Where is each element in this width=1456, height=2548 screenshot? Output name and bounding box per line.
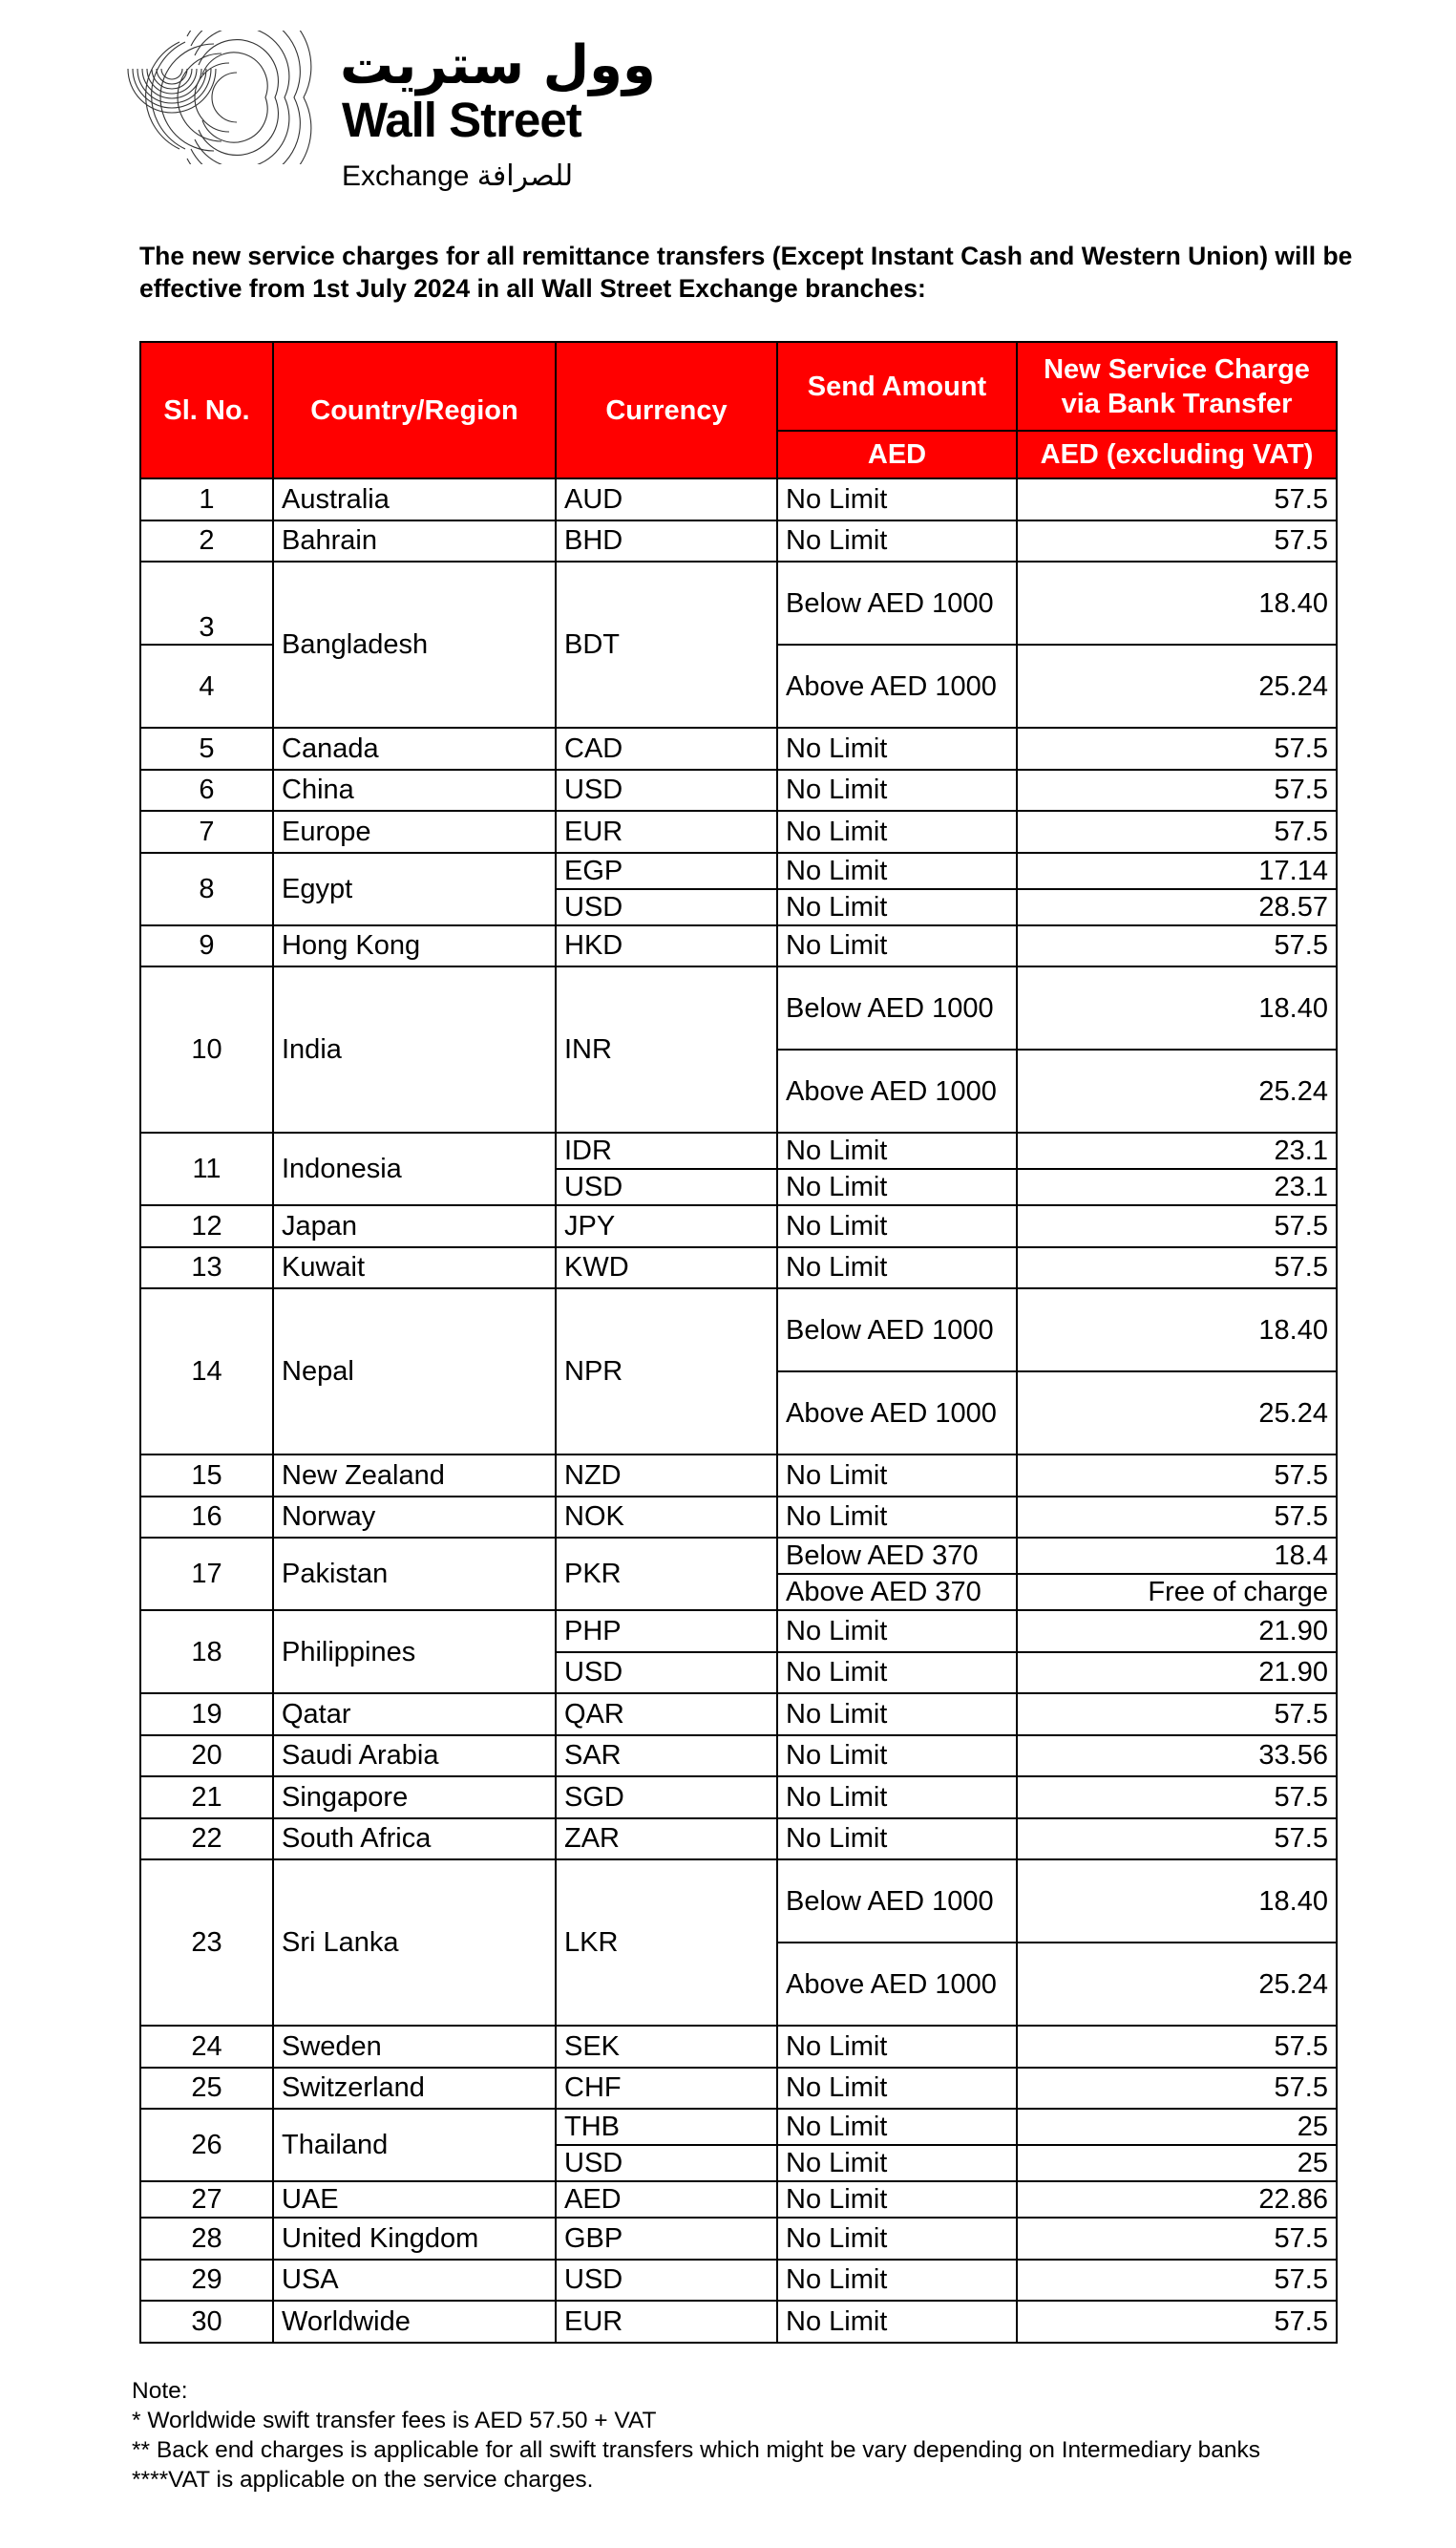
fee-cell: 21.90: [1017, 1652, 1337, 1694]
amount-cell: No Limit: [777, 1205, 1017, 1247]
fee-cell: 57.5: [1017, 2068, 1337, 2110]
currency-cell: USD: [556, 2145, 777, 2181]
fee-cell: 57.5: [1017, 811, 1337, 853]
amount-cell: Above AED 370: [777, 1574, 1017, 1610]
table-row: [140, 1859, 1337, 1943]
fee-cell: 57.5: [1017, 2218, 1337, 2260]
amount-cell: No Limit: [777, 1735, 1017, 1777]
country-cell: UAE: [273, 2181, 556, 2218]
table-row: [140, 2218, 1337, 2260]
fee-cell: 18.4: [1017, 1538, 1337, 1574]
table-row: [140, 2026, 1337, 2068]
currency-cell: USD: [556, 770, 777, 812]
fee-cell: 57.5: [1017, 478, 1337, 520]
table-row: [140, 1610, 1337, 1652]
fee-cell: 57.5: [1017, 1497, 1337, 1539]
fee-cell: 57.5: [1017, 1247, 1337, 1289]
currency-cell: SEK: [556, 2026, 777, 2068]
country-cell: Thailand: [273, 2109, 556, 2181]
currency-cell: LKR: [556, 1859, 777, 2026]
sl-cell: 19: [140, 1693, 273, 1735]
fee-cell: 21.90: [1017, 1610, 1337, 1652]
country-cell: Saudi Arabia: [273, 1735, 556, 1777]
table-row: [140, 966, 1337, 1050]
sl-cell: 1: [140, 478, 273, 520]
header-send-amount-unit: AED: [777, 431, 1017, 478]
fee-cell: 57.5: [1017, 1454, 1337, 1497]
note-item: ****VAT is applicable on the service charges.: [132, 2467, 594, 2493]
fee-cell: 18.40: [1017, 966, 1337, 1050]
note-item: * Worldwide swift transfer fees is AED 57.50 + VAT: [132, 2408, 657, 2433]
table-row: [140, 1205, 1337, 1247]
country-cell: Indonesia: [273, 1133, 556, 1205]
sl-cell: 6: [140, 770, 273, 812]
currency-cell: USD: [556, 1169, 777, 1205]
amount-cell: No Limit: [777, 2181, 1017, 2218]
amount-cell: No Limit: [777, 853, 1017, 889]
country-cell: Hong Kong: [273, 925, 556, 967]
fee-cell: 25: [1017, 2109, 1337, 2145]
amount-cell: Below AED 1000: [777, 1859, 1017, 1943]
table-row: [140, 811, 1337, 853]
table-row: [140, 2068, 1337, 2110]
sl-cell: 25: [140, 2068, 273, 2110]
header-country: Country/Region: [273, 342, 556, 478]
table-row: [140, 520, 1337, 563]
amount-cell: Above AED 1000: [777, 645, 1017, 728]
sl-cell: 23: [140, 1859, 273, 2026]
currency-cell: SGD: [556, 1776, 777, 1818]
country-cell: Philippines: [273, 1610, 556, 1693]
sl-cell: 17: [140, 1538, 273, 1610]
brand-sub-arabic: للصرافة: [476, 160, 574, 192]
sl-cell: 9: [140, 925, 273, 967]
amount-cell: Above AED 1000: [777, 1371, 1017, 1454]
country-cell: Kuwait: [273, 1247, 556, 1289]
amount-cell: No Limit: [777, 2068, 1017, 2110]
fee-cell: 57.5: [1017, 2260, 1337, 2302]
currency-cell: AED: [556, 2181, 777, 2218]
amount-cell: Above AED 1000: [777, 1943, 1017, 2026]
sl-cell: 24: [140, 2026, 273, 2068]
table-row: [140, 925, 1337, 967]
sl-cell: 8: [140, 853, 273, 925]
country-cell: Europe: [273, 811, 556, 853]
notes-heading: Note:: [132, 2378, 188, 2404]
table-row: [140, 728, 1337, 770]
country-cell: Egypt: [273, 853, 556, 925]
fee-cell: 23.1: [1017, 1169, 1337, 1205]
fee-cell: 25: [1017, 2145, 1337, 2181]
amount-cell: No Limit: [777, 2218, 1017, 2260]
sl-cell: 18: [140, 1610, 273, 1693]
sl-cell: 13: [140, 1247, 273, 1289]
sl-cell: 3: [140, 562, 273, 645]
sl-cell: 21: [140, 1776, 273, 1818]
currency-cell: AUD: [556, 478, 777, 520]
country-cell: Sweden: [273, 2026, 556, 2068]
currency-cell: PHP: [556, 1610, 777, 1652]
table-row: [140, 1497, 1337, 1539]
currency-cell: THB: [556, 2109, 777, 2145]
country-cell: United Kingdom: [273, 2218, 556, 2260]
sl-cell: 11: [140, 1133, 273, 1205]
sl-cell: 20: [140, 1735, 273, 1777]
sl-cell: 14: [140, 1288, 273, 1454]
fee-cell: 25.24: [1017, 1050, 1337, 1133]
currency-cell: BHD: [556, 520, 777, 563]
country-cell: New Zealand: [273, 1454, 556, 1497]
table-row: [140, 1133, 1337, 1169]
table-row: [140, 2301, 1337, 2343]
amount-cell: Below AED 1000: [777, 562, 1017, 645]
amount-cell: No Limit: [777, 728, 1017, 770]
country-cell: Nepal: [273, 1288, 556, 1454]
fee-cell: 57.5: [1017, 2026, 1337, 2068]
currency-cell: IDR: [556, 1133, 777, 1169]
currency-cell: USD: [556, 889, 777, 925]
currency-cell: HKD: [556, 925, 777, 967]
currency-cell: ZAR: [556, 1818, 777, 1860]
sl-cell: 5: [140, 728, 273, 770]
fee-cell: 18.40: [1017, 1288, 1337, 1371]
country-cell: Australia: [273, 478, 556, 520]
currency-cell: BDT: [556, 562, 777, 728]
amount-cell: Below AED 1000: [777, 966, 1017, 1050]
country-cell: Pakistan: [273, 1538, 556, 1610]
currency-cell: CAD: [556, 728, 777, 770]
fee-cell: 57.5: [1017, 2301, 1337, 2343]
header-sl-no: Sl. No.: [140, 342, 273, 478]
country-cell: Switzerland: [273, 2068, 556, 2110]
amount-cell: No Limit: [777, 2026, 1017, 2068]
header-service-charge: New Service Charge via Bank Transfer: [1017, 342, 1337, 431]
currency-cell: EGP: [556, 853, 777, 889]
intro-text: The new service charges for all remittance transfers (Except Instant Cash and Western Union) will be effective from 1st July 2024 in all Wall Street Exchange branches:: [139, 242, 1353, 303]
amount-cell: No Limit: [777, 1133, 1017, 1169]
table-row: [140, 1735, 1337, 1777]
country-cell: Canada: [273, 728, 556, 770]
amount-cell: No Limit: [777, 925, 1017, 967]
currency-cell: JPY: [556, 1205, 777, 1247]
notes-section: [132, 2376, 1260, 2495]
amount-cell: No Limit: [777, 1693, 1017, 1735]
amount-cell: Below AED 1000: [777, 1288, 1017, 1371]
amount-cell: No Limit: [777, 1610, 1017, 1652]
country-cell: Japan: [273, 1205, 556, 1247]
amount-cell: No Limit: [777, 1776, 1017, 1818]
country-cell: Qatar: [273, 1693, 556, 1735]
amount-cell: No Limit: [777, 1454, 1017, 1497]
country-cell: South Africa: [273, 1818, 556, 1860]
sl-cell: 12: [140, 1205, 273, 1247]
currency-cell: USD: [556, 1652, 777, 1694]
fee-cell: 57.5: [1017, 770, 1337, 812]
currency-cell: NPR: [556, 1288, 777, 1454]
amount-cell: No Limit: [777, 1497, 1017, 1539]
table-row: [140, 1288, 1337, 1371]
header-send-amount: Send Amount: [777, 342, 1017, 431]
amount-cell: No Limit: [777, 1818, 1017, 1860]
sl-cell: 30: [140, 2301, 273, 2343]
currency-cell: USD: [556, 2260, 777, 2302]
table-row: [140, 1693, 1337, 1735]
fee-cell: Free of charge: [1017, 1574, 1337, 1610]
sl-cell: 28: [140, 2218, 273, 2260]
header-currency: Currency: [556, 342, 777, 478]
brand-subtitle: [342, 159, 573, 193]
table-row: [140, 562, 1337, 645]
country-cell: India: [273, 966, 556, 1133]
amount-cell: No Limit: [777, 2109, 1017, 2145]
sl-cell: 29: [140, 2260, 273, 2302]
sl-cell: 2: [140, 520, 273, 563]
fee-cell: 18.40: [1017, 1859, 1337, 1943]
amount-cell: Below AED 370: [777, 1538, 1017, 1574]
currency-cell: PKR: [556, 1538, 777, 1610]
currency-cell: NZD: [556, 1454, 777, 1497]
fee-cell: 57.5: [1017, 1693, 1337, 1735]
table-row: [140, 853, 1337, 889]
amount-cell: No Limit: [777, 2260, 1017, 2302]
table-row: [140, 770, 1337, 812]
amount-cell: No Limit: [777, 1169, 1017, 1205]
fee-cell: 57.5: [1017, 925, 1337, 967]
fee-cell: 25.24: [1017, 1943, 1337, 2026]
currency-cell: KWD: [556, 1247, 777, 1289]
country-cell: Norway: [273, 1497, 556, 1539]
note-item: ** Back end charges is applicable for all swift transfers which might be vary depending on Intermediary banks: [132, 2437, 1261, 2463]
sl-cell: 22: [140, 1818, 273, 1860]
amount-cell: No Limit: [777, 520, 1017, 563]
header-service-charge-unit: AED (excluding VAT): [1017, 431, 1337, 478]
table-row: [140, 2181, 1337, 2218]
fee-cell: 57.5: [1017, 728, 1337, 770]
currency-cell: NOK: [556, 1497, 777, 1539]
currency-cell: GBP: [556, 2218, 777, 2260]
sl-cell: 7: [140, 811, 273, 853]
sl-cell: 10: [140, 966, 273, 1133]
country-cell: Singapore: [273, 1776, 556, 1818]
sl-cell: 26: [140, 2109, 273, 2181]
amount-cell: No Limit: [777, 1247, 1017, 1289]
sl-cell: 27: [140, 2181, 273, 2218]
amount-cell: No Limit: [777, 811, 1017, 853]
amount-cell: Above AED 1000: [777, 1050, 1017, 1133]
fee-cell: 25.24: [1017, 645, 1337, 728]
table-row: [140, 2109, 1337, 2145]
amount-cell: No Limit: [777, 478, 1017, 520]
currency-cell: INR: [556, 966, 777, 1133]
table-row: [140, 1247, 1337, 1289]
fee-cell: 33.56: [1017, 1735, 1337, 1777]
currency-cell: SAR: [556, 1735, 777, 1777]
fee-cell: 25.24: [1017, 1371, 1337, 1454]
fee-cell: 23.1: [1017, 1133, 1337, 1169]
fee-cell: 57.5: [1017, 1818, 1337, 1860]
table-row: [140, 1776, 1337, 1818]
table-row: [140, 478, 1337, 520]
country-cell: Worldwide: [273, 2301, 556, 2343]
table-row: [140, 2260, 1337, 2302]
amount-cell: No Limit: [777, 889, 1017, 925]
table-row: [140, 1538, 1337, 1574]
fee-cell: 57.5: [1017, 1776, 1337, 1818]
sl-cell: 4: [140, 645, 273, 728]
amount-cell: No Limit: [777, 770, 1017, 812]
sl-cell: 16: [140, 1497, 273, 1539]
brand-sub-english: Exchange: [342, 160, 470, 192]
fee-cell: 22.86: [1017, 2181, 1337, 2218]
country-cell: Bangladesh: [273, 562, 556, 728]
service-charges-table: [139, 341, 1338, 2344]
sl-cell: 15: [140, 1454, 273, 1497]
wall-street-logo-icon: [122, 31, 313, 164]
amount-cell: No Limit: [777, 2301, 1017, 2343]
currency-cell: EUR: [556, 2301, 777, 2343]
brand-arabic-name: وول ستريت: [340, 34, 656, 96]
fee-cell: 17.14: [1017, 853, 1337, 889]
table-row: [140, 1818, 1337, 1860]
amount-cell: No Limit: [777, 1652, 1017, 1694]
country-cell: Bahrain: [273, 520, 556, 563]
currency-cell: EUR: [556, 811, 777, 853]
country-cell: USA: [273, 2260, 556, 2302]
table-row: [140, 1454, 1337, 1497]
country-cell: China: [273, 770, 556, 812]
fee-cell: 18.40: [1017, 562, 1337, 645]
currency-cell: CHF: [556, 2068, 777, 2110]
fee-cell: 28.57: [1017, 889, 1337, 925]
amount-cell: No Limit: [777, 2145, 1017, 2181]
country-cell: Sri Lanka: [273, 1859, 556, 2026]
fee-cell: 57.5: [1017, 520, 1337, 563]
fee-cell: 57.5: [1017, 1205, 1337, 1247]
currency-cell: QAR: [556, 1693, 777, 1735]
brand-name: Wall Street: [342, 93, 581, 147]
